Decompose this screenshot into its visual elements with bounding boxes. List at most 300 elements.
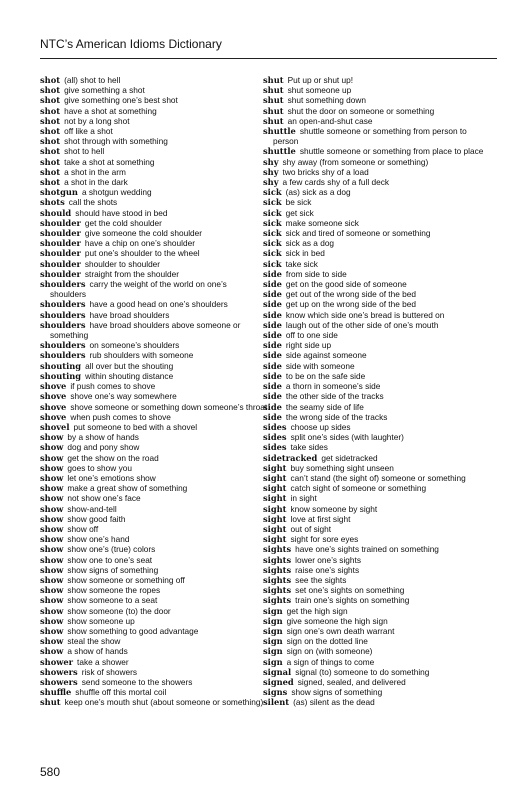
index-entry	[263, 187, 493, 197]
index-entry	[40, 116, 265, 126]
index-entry	[40, 442, 265, 452]
entry-phrase: the other side of the tracks	[285, 391, 384, 402]
entry-phrase: have broad shoulders above someone or	[89, 319, 241, 330]
index-entry	[263, 616, 493, 626]
entry-phrase: show something to good advantage	[67, 625, 199, 636]
index-entry	[40, 228, 265, 238]
entry-phrase: steal the show	[67, 636, 121, 647]
entry-headword: shuttle	[263, 126, 296, 137]
index-entry	[263, 677, 493, 687]
index-entry	[40, 555, 265, 565]
index-entry	[263, 483, 493, 493]
index-entry	[40, 514, 265, 524]
index-entry	[40, 432, 265, 442]
entry-headword: sick	[263, 238, 282, 249]
entry-phrase: a thorn in someone’s side	[285, 381, 381, 392]
entry-headword: shot	[40, 177, 61, 188]
index-entry	[40, 544, 265, 554]
entry-phrase: show-and-tell	[67, 503, 117, 514]
entry-headword: shut	[263, 75, 284, 85]
entry-headword: shut	[263, 85, 284, 96]
entry-headword: show	[40, 625, 64, 636]
index-entry	[40, 340, 265, 350]
index-entry	[40, 208, 265, 218]
entry-phrase: show someone up	[67, 615, 135, 626]
entry-headword: side	[263, 279, 282, 290]
entry-phrase: give someone the high sign	[286, 615, 388, 626]
entry-phrase: have a shot at something	[64, 105, 157, 116]
index-entry	[263, 667, 493, 677]
entry-headword: side	[263, 289, 282, 300]
index-entry	[263, 493, 493, 503]
index-entry	[263, 279, 493, 289]
entry-phrase: shuttle someone or something from place to place	[299, 146, 484, 157]
entry-headword: show	[40, 452, 64, 463]
entry-headword: shut	[263, 95, 284, 106]
entry-headword: sign	[263, 625, 283, 636]
entry-phrase: get the show on the road	[67, 452, 159, 463]
entry-headword: silent	[263, 697, 290, 708]
entry-phrase: a sign of things to come	[286, 656, 375, 667]
entry-headword: shot	[40, 95, 61, 106]
index-entry	[263, 606, 493, 616]
entry-phrase: shuffle off this mortal coil	[75, 687, 167, 698]
index-entry	[263, 636, 493, 646]
entry-headword: sights	[263, 544, 292, 555]
index-entry	[263, 218, 493, 228]
entry-headword: side	[263, 350, 282, 361]
entry-headword: show	[40, 544, 64, 555]
entry-phrase: raise one’s sights	[295, 564, 360, 575]
left-column	[40, 75, 268, 708]
entry-phrase: call the shots	[68, 197, 118, 208]
entry-phrase: in sight	[290, 493, 317, 504]
entry-headword: sight	[263, 513, 287, 524]
index-entry	[40, 677, 265, 687]
entry-headword: show	[40, 615, 64, 626]
entry-phrase: have broad shoulders	[89, 309, 170, 320]
entry-phrase: can’t stand (the sight of) someone or something	[290, 472, 466, 483]
entry-headword: signs	[263, 687, 288, 698]
entry-headword: shot	[40, 126, 61, 137]
index-entry	[263, 361, 493, 371]
entry-phrase: show good faith	[67, 513, 126, 524]
entry-phrase: shove one’s way somewhere	[70, 391, 177, 402]
index-entry	[40, 697, 265, 707]
entry-phrase: Put up or shut up!	[287, 75, 354, 85]
entry-phrase: shut something down	[287, 95, 366, 106]
index-entry	[263, 463, 493, 473]
entry-headword: sick	[263, 248, 282, 259]
entry-headword: side	[263, 330, 282, 341]
entry-headword: show	[40, 564, 64, 575]
entry-headword: show	[40, 493, 64, 504]
entry-phrase: straight from the shoulder	[84, 268, 179, 279]
index-entry	[40, 524, 265, 534]
entry-headword: should	[40, 207, 72, 218]
entry-phrase: an open-and-shut case	[287, 115, 373, 126]
entry-continuation: something	[50, 330, 89, 341]
entry-phrase: a few cards shy of a full deck	[282, 177, 390, 188]
entry-headword: shots	[40, 197, 65, 208]
entry-phrase: signed, sealed, and delivered	[297, 676, 406, 687]
index-entry	[40, 167, 265, 177]
index-entry	[263, 402, 493, 412]
index-entry	[40, 361, 265, 371]
index-entry	[263, 106, 493, 116]
entry-phrase: show signs of something	[67, 564, 159, 575]
index-entry	[263, 391, 493, 401]
entry-headword: shut	[263, 115, 284, 126]
index-entry	[263, 228, 493, 238]
entry-phrase: not by a long shot	[64, 115, 130, 126]
entry-phrase: if push comes to shove	[70, 381, 156, 392]
entry-headword: sick	[263, 258, 282, 269]
running-header: NTC’s American Idioms Dictionary	[40, 37, 222, 51]
entry-headword: shot	[40, 156, 61, 167]
entry-phrase: the wrong side of the tracks	[285, 411, 388, 422]
index-entry	[40, 218, 265, 228]
entry-continuation: person	[273, 136, 299, 147]
index-entry	[40, 350, 265, 360]
index-entry	[263, 116, 493, 126]
index-entry	[263, 412, 493, 422]
index-entry	[263, 157, 493, 167]
entry-phrase: show someone (to) the door	[67, 605, 171, 616]
entry-headword: side	[263, 268, 282, 279]
entry-phrase: sign on the dotted line	[286, 636, 368, 647]
entry-phrase: take sick	[285, 258, 318, 269]
entry-phrase: right side up	[285, 340, 332, 351]
entry-headword: sides	[263, 432, 287, 443]
entry-phrase: laugh out of the other side of one’s mouth	[285, 319, 439, 330]
index-entry	[263, 646, 493, 656]
entry-phrase: shy away (from someone or something)	[282, 156, 429, 167]
entry-headword: showers	[40, 676, 78, 687]
entry-headword: shoulders	[40, 340, 86, 351]
entry-headword: shower	[40, 656, 74, 667]
index-entry	[263, 657, 493, 667]
header-rule	[40, 58, 497, 59]
index-entry	[40, 157, 265, 167]
entry-headword: side	[263, 360, 282, 371]
entry-headword: sick	[263, 187, 282, 198]
entry-headword: show	[40, 646, 64, 657]
entry-headword: show	[40, 432, 64, 443]
index-entry	[263, 555, 493, 565]
index-entry	[40, 606, 265, 616]
entry-headword: showers	[40, 666, 78, 677]
entry-headword: sights	[263, 585, 292, 596]
index-entry	[40, 136, 265, 146]
index-entry	[40, 126, 265, 136]
entry-phrase: have a chip on one’s shoulder	[84, 238, 195, 249]
index-entry	[263, 381, 493, 391]
index-entry	[40, 422, 265, 432]
entry-phrase: make a great show of something	[67, 483, 188, 494]
entry-headword: sight	[263, 493, 287, 504]
entry-headword: show	[40, 534, 64, 545]
entry-headword: shot	[40, 115, 61, 126]
index-entry	[40, 585, 265, 595]
entry-phrase: show one’s hand	[67, 534, 130, 545]
index-entry	[263, 289, 493, 299]
entry-phrase: sick and tired of someone or something	[285, 228, 431, 239]
entry-headword: signed	[263, 676, 294, 687]
entry-phrase: shut someone up	[287, 85, 352, 96]
entry-phrase: a shotgun wedding	[81, 187, 152, 198]
entry-headword: side	[263, 381, 282, 392]
entry-headword: show	[40, 605, 64, 616]
index-entry	[40, 75, 265, 85]
entry-headword: shoulder	[40, 248, 81, 259]
index-entry	[40, 320, 265, 340]
entry-headword: sight	[263, 472, 287, 483]
index-entry	[263, 310, 493, 320]
index-entry	[40, 238, 265, 248]
entry-phrase: give something a shot	[64, 85, 145, 96]
index-entry	[40, 412, 265, 422]
entry-headword: sights	[263, 595, 292, 606]
entry-phrase: (as) sick as a dog	[285, 187, 351, 198]
entry-phrase: get on the good side of someone	[285, 279, 407, 290]
entry-phrase: send someone to the showers	[81, 676, 193, 687]
index-entry	[263, 565, 493, 575]
entry-phrase: on someone’s shoulders	[89, 340, 180, 351]
entry-phrase: buy something sight unseen	[290, 462, 394, 473]
entry-phrase: should have stood in bed	[75, 207, 168, 218]
entry-phrase: off like a shot	[64, 126, 113, 137]
entry-headword: shy	[263, 177, 279, 188]
index-entry	[40, 493, 265, 503]
index-entry	[263, 575, 493, 585]
index-entry	[40, 85, 265, 95]
entry-headword: shot	[40, 85, 61, 96]
entry-phrase: risk of showers	[81, 666, 138, 677]
entry-phrase: get the cold shoulder	[84, 217, 162, 228]
index-entry	[40, 565, 265, 575]
index-entry	[40, 667, 265, 677]
index-entry	[40, 473, 265, 483]
entry-headword: shove	[40, 391, 67, 402]
entry-phrase: show signs of something	[291, 687, 383, 698]
index-entry	[40, 310, 265, 320]
index-entry	[40, 575, 265, 585]
index-entry	[263, 473, 493, 483]
index-entry	[263, 197, 493, 207]
entry-headword: side	[263, 391, 282, 402]
index-entry	[263, 299, 493, 309]
entry-headword: show	[40, 483, 64, 494]
entry-headword: shoulders	[40, 350, 86, 361]
entry-phrase: when push comes to shove	[70, 411, 171, 422]
entry-phrase: to be on the safe side	[285, 370, 366, 381]
index-entry	[263, 585, 493, 595]
entry-headword: sign	[263, 656, 283, 667]
entry-headword: sights	[263, 554, 292, 565]
entry-phrase: train one’s sights on something	[295, 595, 410, 606]
index-entry	[40, 177, 265, 187]
entry-headword: shouting	[40, 370, 82, 381]
entry-headword: show	[40, 472, 64, 483]
index-entry	[263, 626, 493, 636]
index-entry	[40, 401, 268, 412]
entry-phrase: be sick	[285, 197, 312, 208]
index-entry	[40, 453, 265, 463]
index-entry	[40, 187, 265, 197]
entry-phrase: see the sights	[295, 574, 347, 585]
entry-phrase: put someone to bed with a shovel	[73, 421, 198, 432]
entry-phrase: know which side one’s bread is buttered on	[285, 309, 445, 320]
index-entry	[263, 514, 493, 524]
entry-phrase: catch sight of someone or something	[290, 483, 427, 494]
entry-phrase: (as) silent as the dead	[293, 697, 375, 708]
entry-phrase: shot through with something	[64, 136, 168, 147]
entry-phrase: take a shot at something	[64, 156, 155, 167]
index-entry	[263, 422, 493, 432]
entry-phrase: two bricks shy of a load	[282, 166, 369, 177]
entry-phrase: sign on (with someone)	[286, 646, 373, 657]
index-entry	[263, 95, 493, 105]
entry-headword: show	[40, 523, 64, 534]
entry-phrase: shot to hell	[64, 146, 105, 157]
entry-headword: show	[40, 442, 64, 453]
entry-phrase: shove someone or something down someone’s throat	[70, 401, 268, 412]
entry-phrase: off to one side	[285, 330, 338, 341]
entry-phrase: not show one’s face	[67, 493, 141, 504]
index-entry	[40, 95, 265, 105]
entry-headword: side	[263, 319, 282, 330]
entry-headword: shoulders	[40, 309, 86, 320]
entry-headword: side	[263, 340, 282, 351]
entry-phrase: dog and pony show	[67, 442, 140, 453]
entry-headword: sick	[263, 217, 282, 228]
entry-headword: shuffle	[40, 687, 72, 698]
entry-phrase: within shouting distance	[85, 370, 174, 381]
right-column	[263, 75, 493, 708]
entry-headword: shut	[263, 105, 284, 116]
entry-phrase: sick as a dog	[285, 238, 335, 249]
entry-headword: sides	[263, 442, 287, 453]
entry-headword: sight	[263, 534, 287, 545]
entry-phrase: give someone the cold shoulder	[84, 228, 203, 239]
entry-phrase: out of sight	[290, 523, 332, 534]
entry-phrase: goes to show you	[67, 462, 132, 473]
entry-headword: sights	[263, 574, 292, 585]
entry-headword: shoulders	[40, 319, 86, 330]
entry-headword: show	[40, 503, 64, 514]
entry-phrase: show someone or something off	[67, 574, 185, 585]
entry-phrase: show someone the ropes	[67, 585, 161, 596]
index-entry	[263, 453, 493, 463]
entry-phrase: put one’s shoulder to the wheel	[84, 248, 200, 259]
entry-phrase: show one to one’s seat	[67, 554, 153, 565]
entry-headword: show	[40, 595, 64, 606]
entry-headword: shut	[40, 697, 61, 708]
index-entry	[263, 697, 493, 707]
entry-headword: side	[263, 299, 282, 310]
entry-phrase: sight for sore eyes	[290, 534, 359, 545]
entry-continuation: shoulders	[50, 289, 86, 300]
index-entry	[263, 177, 493, 187]
index-entry	[40, 299, 265, 309]
entry-headword: shoulder	[40, 258, 81, 269]
entry-headword: sight	[263, 462, 287, 473]
entry-phrase: lower one’s sights	[295, 554, 361, 565]
entry-phrase: let one’s emotions show	[67, 472, 156, 483]
index-entry	[263, 259, 493, 269]
index-entry	[40, 391, 265, 401]
entry-phrase: have one’s sights trained on something	[295, 544, 439, 555]
entry-phrase: get sick	[285, 207, 314, 218]
entry-phrase: love at first sight	[290, 513, 351, 524]
entry-phrase: get out of the wrong side of the bed	[285, 289, 416, 300]
entry-phrase: a shot in the arm	[64, 166, 126, 177]
entry-headword: sight	[263, 503, 287, 514]
index-entry	[40, 646, 265, 656]
entry-headword: sick	[263, 228, 282, 239]
index-entry	[263, 687, 493, 697]
index-entry	[40, 146, 265, 156]
entry-headword: shoulder	[40, 217, 81, 228]
entry-phrase: side against someone	[285, 350, 367, 361]
index-entry	[40, 483, 265, 493]
entry-phrase: all over but the shouting	[85, 360, 174, 371]
index-entry	[263, 432, 493, 442]
index-entry	[40, 371, 265, 381]
entry-headword: show	[40, 462, 64, 473]
index-entry	[40, 381, 265, 391]
entry-headword: shy	[263, 156, 279, 167]
entry-headword: sign	[263, 605, 283, 616]
entry-headword: shoulder	[40, 228, 81, 239]
index-entry	[40, 504, 265, 514]
entry-headword: shovel	[40, 421, 70, 432]
index-entry	[263, 146, 493, 156]
entry-headword: sights	[263, 564, 292, 575]
entry-phrase: show someone to a seat	[67, 595, 158, 606]
entry-phrase: show off	[67, 523, 99, 534]
entry-phrase: know someone by sight	[290, 503, 378, 514]
index-entry	[263, 248, 493, 258]
entry-headword: sick	[263, 197, 282, 208]
entry-headword: shot	[40, 75, 61, 85]
entry-phrase: keep one’s mouth shut (about someone or something)	[64, 697, 264, 708]
entry-headword: show	[40, 554, 64, 565]
entry-phrase: a shot in the dark	[64, 177, 128, 188]
index-entry	[40, 463, 265, 473]
entry-phrase: by a show of hands	[67, 432, 139, 443]
index-entry	[263, 350, 493, 360]
entry-headword: shot	[40, 166, 61, 177]
entry-headword: shot	[40, 146, 61, 157]
entry-phrase: signal (to) someone to do something	[295, 666, 430, 677]
entry-phrase: have a good head on one’s shoulders	[89, 299, 228, 310]
entry-headword: shuttle	[263, 146, 296, 157]
entry-phrase: shuttle someone or something from person to	[299, 126, 467, 137]
entry-phrase: get up on the wrong side of the bed	[285, 299, 416, 310]
index-entry	[40, 279, 265, 299]
index-entry	[40, 269, 265, 279]
index-entry	[40, 106, 265, 116]
entry-phrase: a show of hands	[67, 646, 128, 657]
entry-phrase: take sides	[290, 442, 328, 453]
entry-headword: shot	[40, 136, 61, 147]
entry-headword: show	[40, 636, 64, 647]
index-entry	[40, 687, 265, 697]
index-entry	[263, 524, 493, 534]
index-entry	[40, 534, 265, 544]
